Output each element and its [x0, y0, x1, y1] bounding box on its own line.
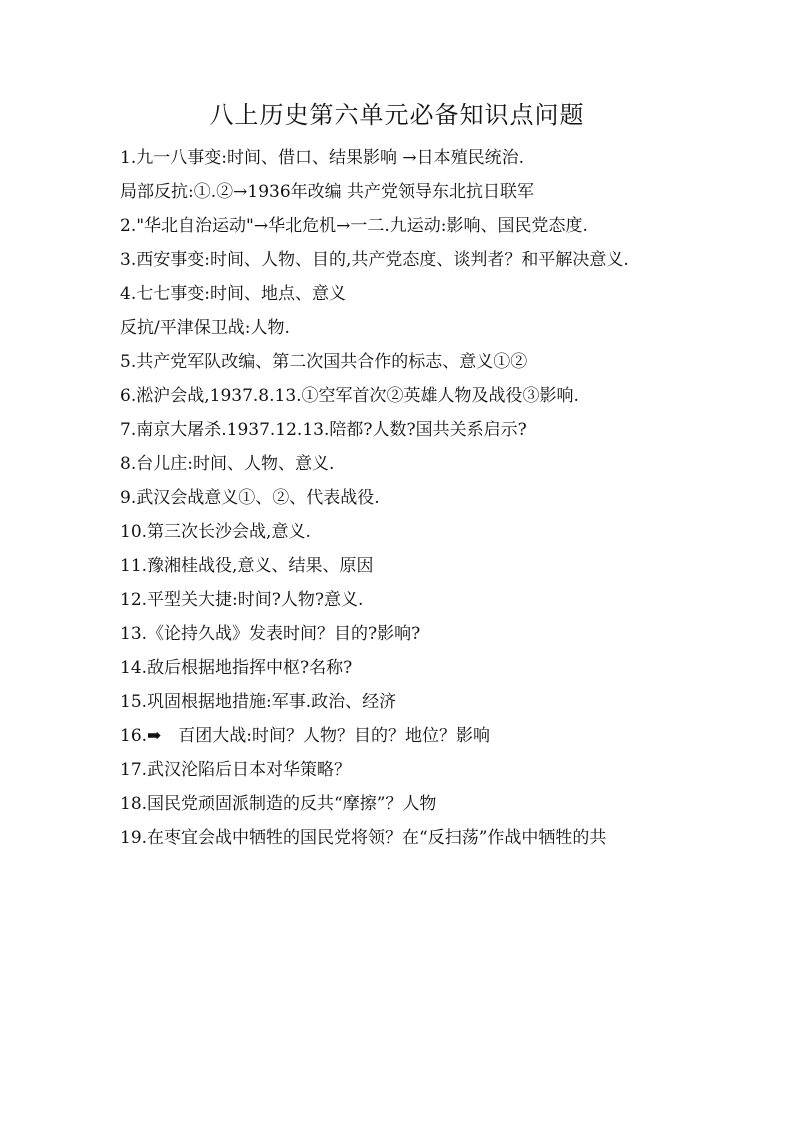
list-item: 反抗/平津保卫战:人物.	[120, 318, 290, 338]
list-item: 13.《论持久战》发表时间？目的?影响?	[120, 624, 421, 644]
list-item: 16.➡ 百团大战:时间？人物？目的？地位？影响	[120, 726, 491, 746]
list-item: 4.七七事变:时间、地点、意义	[120, 284, 346, 304]
list-item: 1.九一八事变:时间、借口、结果影响 →日本殖民统治.	[120, 148, 524, 168]
list-item: 局部反抗:①.②→1936年改编 共产党领导东北抗日联军	[120, 182, 535, 202]
list-item: 14.敌后根据地指挥中枢?名称?	[120, 658, 353, 678]
list-item: 10.第三次长沙会战,意义.	[120, 522, 311, 542]
list-item: 17.武汉沦陷后日本对华策略？	[120, 760, 352, 780]
question-list	[120, 146, 780, 860]
list-item: 18.国民党顽固派制造的反共“摩擦”？人物	[120, 794, 437, 814]
list-item: 15.巩固根据地措施:军事.政治、经济	[120, 692, 397, 712]
list-item: 5.共产党军队改编、第二次国共合作的标志、意义①②	[120, 352, 528, 372]
list-item: 11.豫湘桂战役,意义、结果、原因	[120, 556, 374, 576]
list-item: 3.西安事变:时间、人物、目的,共产党态度、谈判者？和平解决意义.	[120, 250, 629, 270]
list-item: 2."华北自治运动"→华北危机→一二.九运动:影响、国民党态度.	[120, 216, 588, 236]
list-item: 9.武汉会战意义①、②、代表战役.	[120, 488, 380, 508]
list-item: 6.淞沪会战,1937.8.13.①空军首次②英雄人物及战役③影响.	[120, 386, 579, 406]
list-item: 8.台儿庄:时间、人物、意义.	[120, 454, 335, 474]
list-item: 12.平型关大捷:时间?人物?意义.	[120, 590, 364, 610]
page-title: 八上历史第六单元必备知识点问题	[209, 101, 585, 129]
list-item: 7.南京大屠杀.1937.12.13.陪都?人数?国共关系启示?	[120, 420, 527, 440]
list-item: 19.在枣宜会战中牺牲的国民党将领？在“反扫荡”作战中牺牲的共	[120, 828, 607, 848]
